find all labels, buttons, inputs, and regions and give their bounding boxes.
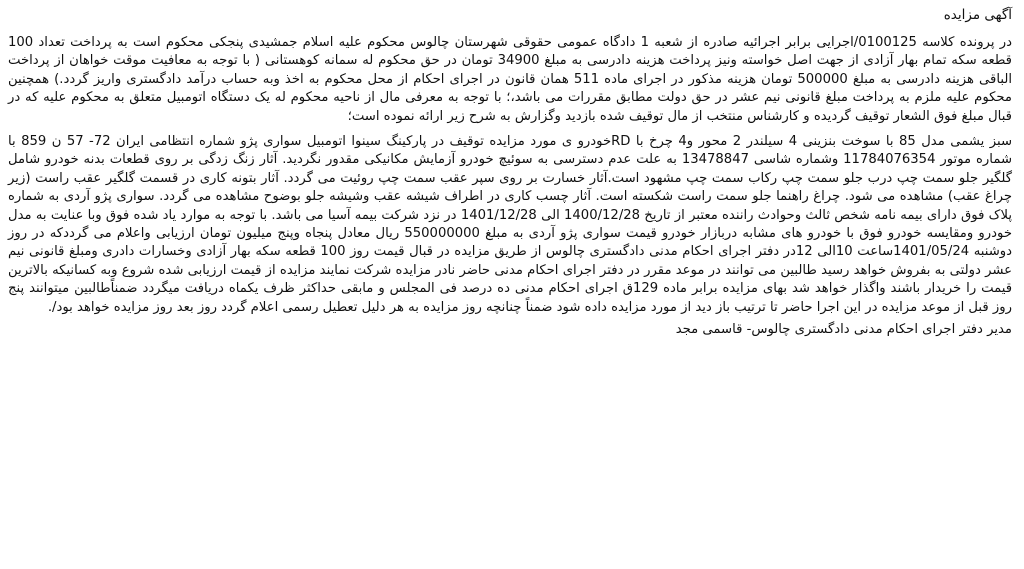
auction-notice [8, 6, 1016, 340]
vehicle-description-paragraph: سبز یشمی مدل 85 با سوخت بنزینی 4 سیلندر 2 محور و4 چرخ با RDخودرو ی مورد مزایده توقیف در پارکینگ سینوا اتومبیل سواری پژو شماره انتظامی ایران 72- 57 ن 859 با شماره موتور 11784076354 وشماره شاسی 13478847 به علت عدم دسترسی به سوئیچ خودرو آزمایش مکانیکی مقدور نگردید. آثار زنگ زدگی بر روی قطعات بدنه خودرو شامل گلگیر جلو سمت چپ درب جلو سمت چپ رکاب سمت چپ مشهود است.آثار خسارت بر روی سپر عقب سمت چپ روئیت می گردد. آثار بتونه کاری در قسمت گلگیر عقب راست (زیر چراغ عقب) مشاهده می شود. چراغ راهنما جلو سمت راست شکسته است. آثار چسب کاری در اطراف شیشه عقب وشیشه جلو بوضوح مشاهده می گردد. سواری پژو آردی به شماره پلاک فوق دارای بیمه نامه شخص ثالث وحوادث راننده معتبر از تاریخ 1400/12/28 الی 1401/12/28 در نزد شرکت بیمه آسیا می باشد. با توجه به موارد یاد شده فوق وبا عنایت به مدل خودرو ومقایسه خودرو فوق با خودرو های مشابه دربازار خودرو قیمت سواری پژو آردی به مبلغ 550000000 ریال معادل پنجاه وپنج میلیون تومان ارزیابی واعلام می گرددکه در روز دوشنبه 1401/05/24ساعت 10الی 12در دفتر اجرای احکام مدنی دادگستری چالوس از طریق مزایده در قبال قیمت روز 100 قطعه سکه بهار آزادی وخسارات دادری ومبلغ قانونی نیم عشر دولتی به بفروش خواهد رسید طالبین می توانند در موعد مقرر در دفتر اجرای احکام مدنی حاضر نادر مزایده شرکت نمایند مزایده از قیمت ارزیابی شده شروع وبه کسانیکه بالاترین قیمت را خریدار باشند واگذار خواهد شد بهای مزایده برابر ماده 129ق اجرای احکام مدنی ده درصد فی المجلس و مابقی حداکثر ظرف یکماه دریافت میگردد ضمناًطالبین میتوانند پنج روز قبل از موعد مزایده در این اجرا حاضر تا ترتیب باز دید از مورد مزایده داده شود ضمناً چنانچه روز مزایده به هر دلیل تعطیل رسمی اعلام گردد روز بعد روز مزایده خواهد بود/. [8, 134, 1013, 315]
signature-line: مدیر دفتر اجرای احکام مدنی دادگستری چالوس- قاسمی مجد [675, 322, 1012, 338]
case-details-paragraph: در پرونده کلاسه 0100125/اجرایی برابر اجرائیه صادره از شعبه 1 دادگاه عمومی حقوقی شهرستان چالوس محکوم علیه اسلام جمشیدی پنجکی محکوم است به پرداخت تعداد 100 قطعه سکه تمام بهار آزادی از جهت اصل خواسته ونیز پرداخت هزینه دادرسی به مبلغ 34900 تومان در حق محکوم له سمانه کوهستانی ( با توجه به معافیت موقت خواهان از پرداخت الباقی هزینه دادرسی به مبلغ 500000 تومان هزینه مذکور در اجرای ماده 511 همان قانون در اجرای احکام از محل محکوم به اخذ وبه حساب درآمد دادگستری واریز گردد.) همچنین محکوم علیه ملزم به پرداخت مبلغ قانونی نیم عشر در حق دولت مطابق مقررات می باشد،؛ با توجه به معرفی مال از ناحیه محکوم له یک دستگاه اتومبیل متعلق به محکوم علیه که در قبال مبلغ فوق الشعار توقیف گردیده و کارشناس منتخب از مال توقیف شده بازدید وگزارش به شرح زیر ارائه نموده است؛ [8, 35, 1013, 124]
notice-title: آگهی مزایده [943, 7, 1012, 23]
